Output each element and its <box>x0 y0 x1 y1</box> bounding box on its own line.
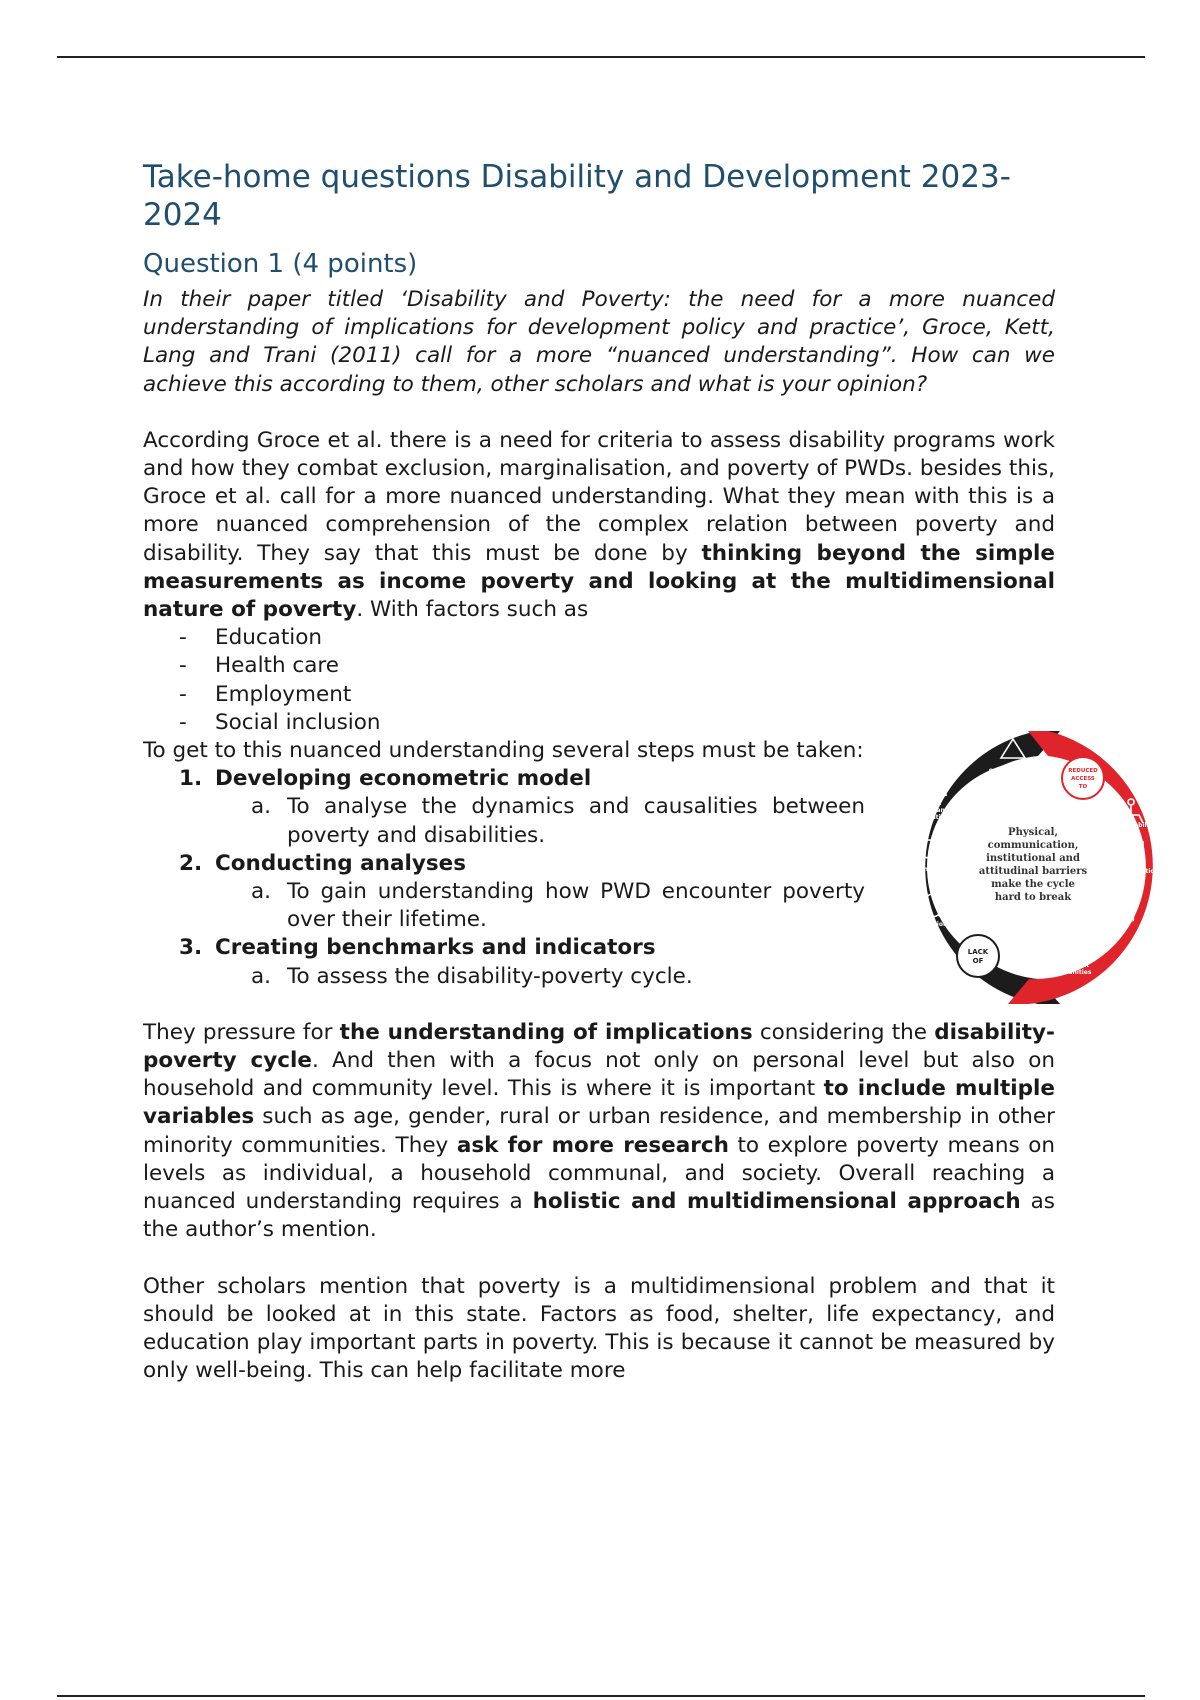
paragraph-2-emphasis: disability-poverty cycle <box>143 1019 1055 1074</box>
paragraph-1-emphasis: thinking beyond the simple measurements as income poverty and looking at the multidimensional nature of poverty <box>143 540 1055 623</box>
paragraph-2-text: to explore poverty means on levels as individual, a household communal, and society. Overall reaching a nuanced understanding requires a <box>143 1132 1055 1215</box>
paragraph-3: Other scholars mention that poverty is a multidimensional problem and that it should be looked at in this state. Factors as food, shelter, life expectancy, and education play important parts in poverty. This is because it cannot be measured by only well-being. This can help facilitate more <box>143 1273 1055 1384</box>
disability-poverty-cycle-diagram <box>888 725 1178 1010</box>
paragraph-2-text: They pressure for <box>143 1019 340 1045</box>
step-number: 3. <box>179 935 203 961</box>
safe-work-label-1: Safe working <box>988 768 1034 776</box>
paragraph-2 <box>143 1019 1055 1245</box>
step-item <box>179 850 865 935</box>
employment-label-1: Employment <box>1046 962 1090 970</box>
paragraph-2-text: such as age, gender, rural or urban residence, and membership in other minority communities. They <box>143 1104 1055 1158</box>
page-title: Take-home questions Disability and Development 2023-2024 <box>143 159 1011 233</box>
center-text-4: attitudinal barriers <box>978 866 1088 878</box>
skills-label-1: Skills <box>1111 908 1131 916</box>
list-item: - Health care <box>179 652 1055 680</box>
rehabilitation-label: Rehabilitation <box>1121 822 1169 830</box>
clean-water-label-3: sanitation <box>914 814 950 822</box>
lack-of-badge <box>957 935 999 977</box>
paragraph-2-text: as the author’s mention. <box>143 1189 1055 1243</box>
paragraph-2-emphasis: the understanding of implications <box>339 1019 753 1045</box>
question-heading: Question 1 (4 points) <box>143 249 418 279</box>
faucet-icon <box>932 779 946 796</box>
paragraph-2-emphasis: to include multiple variables <box>143 1076 1056 1130</box>
education-icon-text: abc <box>1130 844 1142 852</box>
step-item <box>179 934 865 990</box>
steps-list <box>143 765 865 991</box>
paragraph-1-tail: . With factors such as <box>356 597 589 623</box>
steps-section <box>143 737 1169 991</box>
paragraph-2-text: . And then with a focus not only on personal level but also on household and community level. This is where it is important <box>143 1048 1055 1102</box>
paragraph-2-emphasis: holistic and multidimensional approach <box>532 1189 1021 1215</box>
steps-intro: To get to this nuanced understanding several steps must be taken: <box>143 738 864 764</box>
paragraph-2-emphasis: ask for more research <box>456 1132 729 1158</box>
safe-work-label-2: conditions <box>993 775 1029 783</box>
lack-of-text-2: OF <box>972 957 984 966</box>
skills-label-2: Training <box>1107 915 1135 923</box>
paragraph-2-text: considering the <box>752 1019 935 1045</box>
paragraph-1 <box>143 427 1055 624</box>
reduced-access-text-1: REDUCED <box>1068 768 1098 775</box>
clean-water-label-2: water and <box>914 807 950 815</box>
document-body <box>143 158 1169 1385</box>
step-subitem: a. To assess the disability-poverty cycle. <box>251 963 865 991</box>
question-text: In their paper titled ‘Disability and Poverty: the need for a more nuanced understanding of implications for development policy and practice’, Groce, Kett, Lang and Trani (2011) call for a more “nuanced understanding”. How can we achieve this according to them, other scholars and what is your opinion? <box>143 287 1055 397</box>
step-subitem: a. To analyse the dynamics and causalities between poverty and disabilities. <box>251 793 865 849</box>
footer-rule <box>57 1695 1145 1697</box>
reduced-access-text-3: TO <box>1078 784 1088 791</box>
step-title: Creating benchmarks and indicators <box>215 935 656 961</box>
center-text-2: communication, <box>987 840 1079 852</box>
center-text-3: institutional and <box>986 853 1080 865</box>
step-number: 1. <box>179 766 203 792</box>
employment-label-2: Opportunities <box>1044 969 1092 977</box>
clean-water-label-1: Clean <box>922 800 942 808</box>
step-number: 2. <box>179 850 203 876</box>
step-item <box>179 765 865 850</box>
reduced-access-text-2: ACCESS <box>1071 776 1095 783</box>
step-title: Developing econometric model <box>215 766 592 792</box>
center-text-6: hard to break <box>994 892 1072 904</box>
education-label: Education <box>1125 868 1159 876</box>
center-text-1: Physical, <box>1008 827 1058 839</box>
paragraph-1-text: According Groce et al. there is a need for criteria to assess disability programs work and how they combat exclusion, marginalisation, and poverty of PWDs. besides this, Groce et al. call for a more nuanced understanding. What they mean with this is a more nuanced comprehension of the complex relation between poverty and disability. They say that this must be done by <box>143 427 1055 566</box>
center-text-5: make the cycle <box>991 879 1075 891</box>
header-rule <box>57 56 1145 58</box>
list-item: - Education <box>179 624 1055 652</box>
factors-list <box>143 624 1055 737</box>
lack-of-text-1: LACK <box>967 948 989 957</box>
list-item: - Employment <box>179 681 1055 709</box>
list-item: - Social inclusion <box>179 709 1055 737</box>
nutrition-label: Nutrition <box>916 921 948 929</box>
step-subitem: a. To gain understanding how PWD encounter poverty over their lifetime. <box>251 878 865 934</box>
step-title: Conducting analyses <box>215 850 467 876</box>
healthcare-label: Healthcare <box>905 866 943 874</box>
